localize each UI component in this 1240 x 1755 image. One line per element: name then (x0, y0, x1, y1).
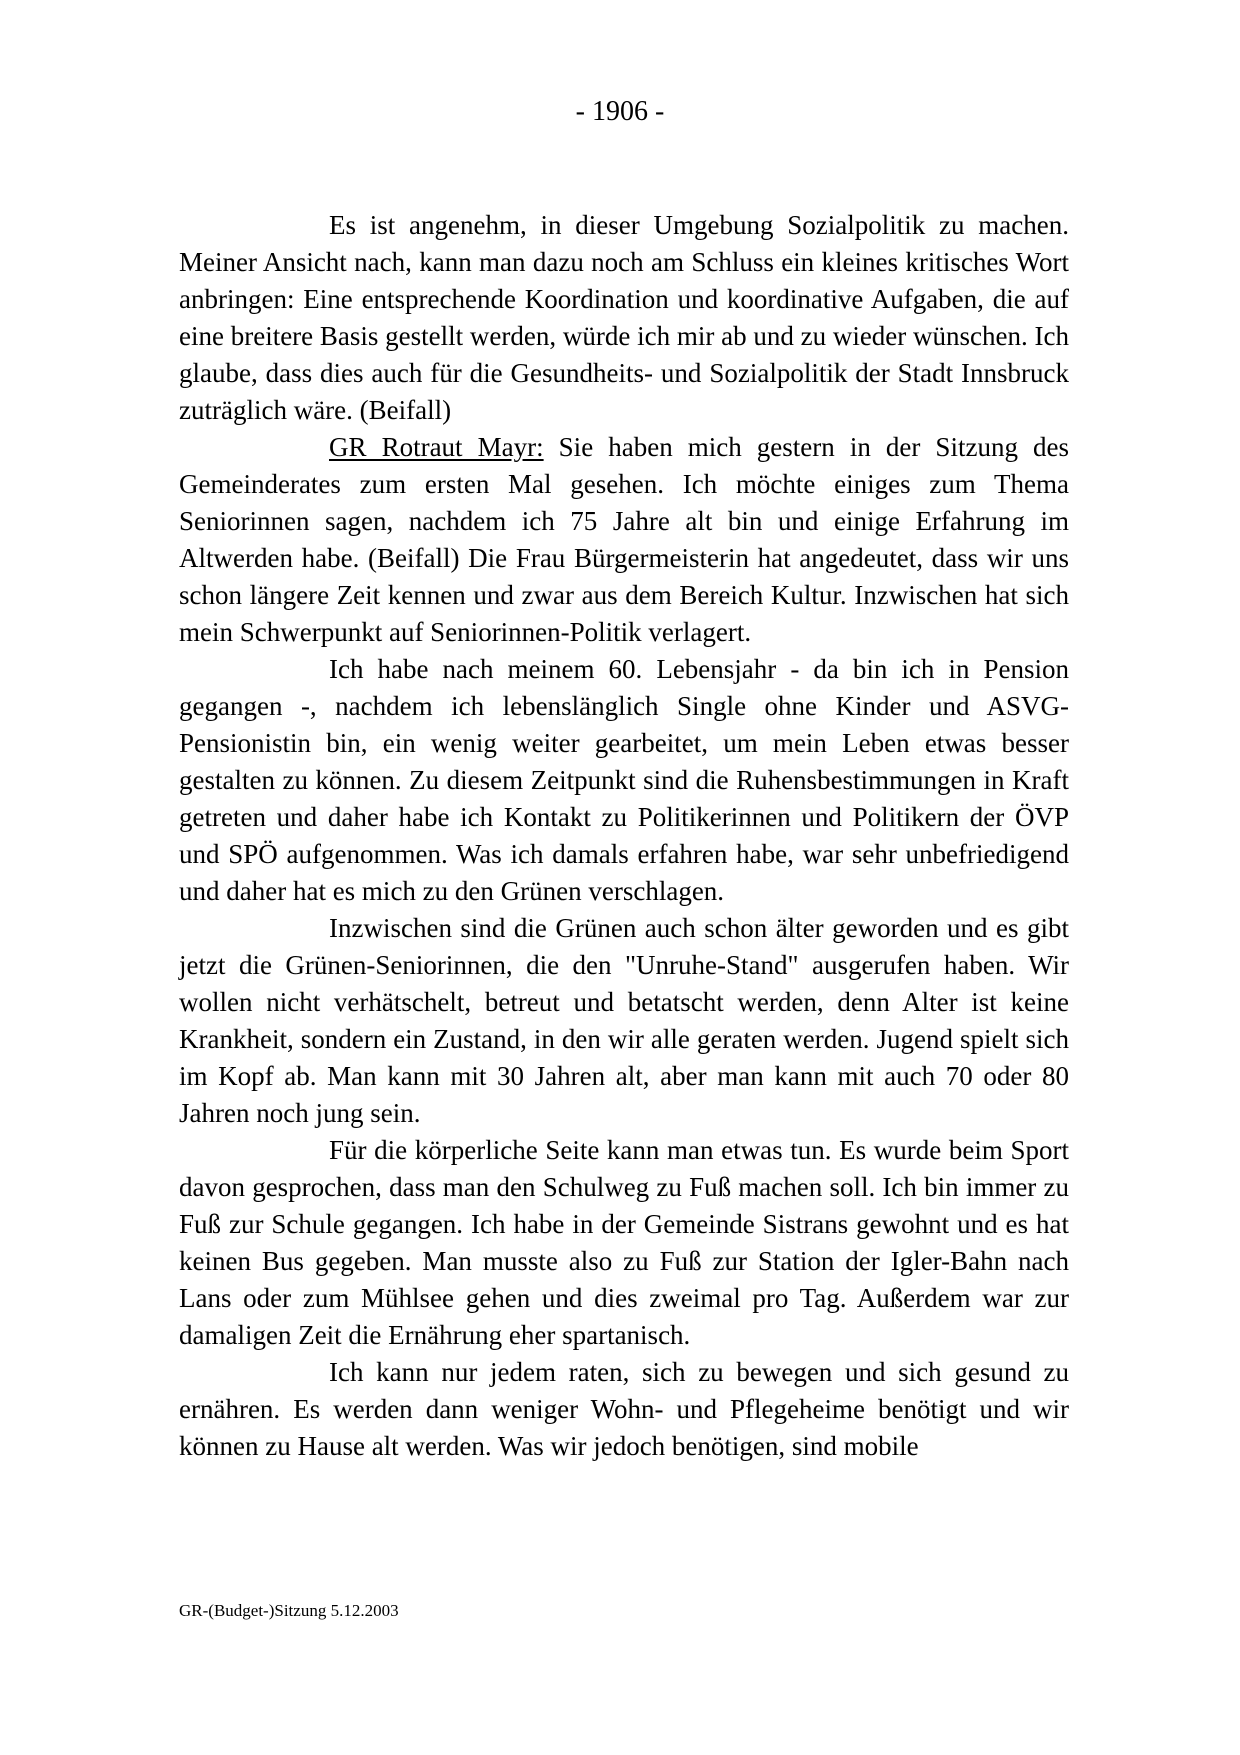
paragraph (179, 651, 1069, 910)
paragraph (179, 429, 1069, 651)
paragraph-text: Für die körperliche Seite kann man etwas tun. Es wurde beim Sport davon gesprochen, dass man den Schulweg zu Fuß machen soll. Ich bin immer zu Fuß zur Schule gegangen. Ich habe in der Gemeinde Sistrans gewohnt und es hat keinen Bus gegeben. Man musste also zu Fuß zur Station der Igler-Bahn nach Lans oder zum Mühlsee gehen und dies zweimal pro Tag. Außerdem war zur damaligen Zeit die Ernährung eher spartanisch. (179, 1135, 1069, 1350)
paragraph (179, 910, 1069, 1132)
paragraph (179, 1132, 1069, 1354)
paragraph (179, 207, 1069, 429)
speaker-name: GR Rotraut Mayr: (329, 432, 544, 462)
page-number: - 1906 - (575, 96, 665, 127)
paragraph-text: Sie haben mich gestern in der Sitzung des Gemeinderates zum ersten Mal gesehen. Ich möchte einiges zum Thema Seniorinnen sagen, nachdem ich 75 Jahre alt bin und einige Erfahrung im Altwerden habe. (Beifall) Die Frau Bürgermeisterin hat angedeutet, dass wir uns schon längere Zeit kennen und zwar aus dem Bereich Kultur. Inzwischen hat sich mein Schwerpunkt auf Seniorinnen-Politik verlagert. (179, 432, 1069, 647)
paragraph-text: Inzwischen sind die Grünen auch schon älter geworden und es gibt jetzt die Grünen-Seniorinnen, die den "Unruhe-Stand" ausgerufen haben. Wir wollen nicht verhätschelt, betreut und betatscht werden, denn Alter ist keine Krankheit, sondern ein Zustand, in den wir alle geraten werden. Jugend spielt sich im Kopf ab. Man kann mit 30 Jahren alt, aber man kann mit auch 70 oder 80 Jahren noch jung sein. (179, 913, 1069, 1128)
document-body (179, 207, 1069, 1465)
paragraph (179, 1354, 1069, 1465)
paragraph-text: Ich kann nur jedem raten, sich zu bewegen und sich gesund zu ernähren. Es werden dann weniger Wohn- und Pflegeheime benötigt und wir können zu Hause alt werden. Was wir jedoch benötigen, sind mobile (179, 1357, 1069, 1461)
paragraph-text: Es ist angenehm, in dieser Umgebung Sozialpolitik zu machen. Meiner Ansicht nach, kann man dazu noch am Schluss ein kleines kritisches Wort anbringen: Eine entsprechende Koordination und koordinative Aufgaben, die auf eine breitere Basis gestellt werden, würde ich mir ab und zu wieder wünschen. Ich glaube, dass dies auch für die Gesundheits- und Sozialpolitik der Stadt Innsbruck zuträglich wäre. (Beifall) (179, 210, 1069, 425)
paragraph-text: Ich habe nach meinem 60. Lebensjahr - da bin ich in Pension gegangen -, nachdem ich lebenslänglich Single ohne Kinder und ASVG-Pensionistin bin, ein wenig weiter gearbeitet, um mein Leben etwas besser gestalten zu können. Zu diesem Zeitpunkt sind die Ruhensbestimmungen in Kraft getreten und daher habe ich Kontakt zu Politikerinnen und Politikern der ÖVP und SPÖ aufgenommen. Was ich damals erfahren habe, war sehr unbefriedigend und daher hat es mich zu den Grünen verschlagen. (179, 654, 1069, 906)
page-footer: GR-(Budget-)Sitzung 5.12.2003 (179, 1601, 399, 1620)
